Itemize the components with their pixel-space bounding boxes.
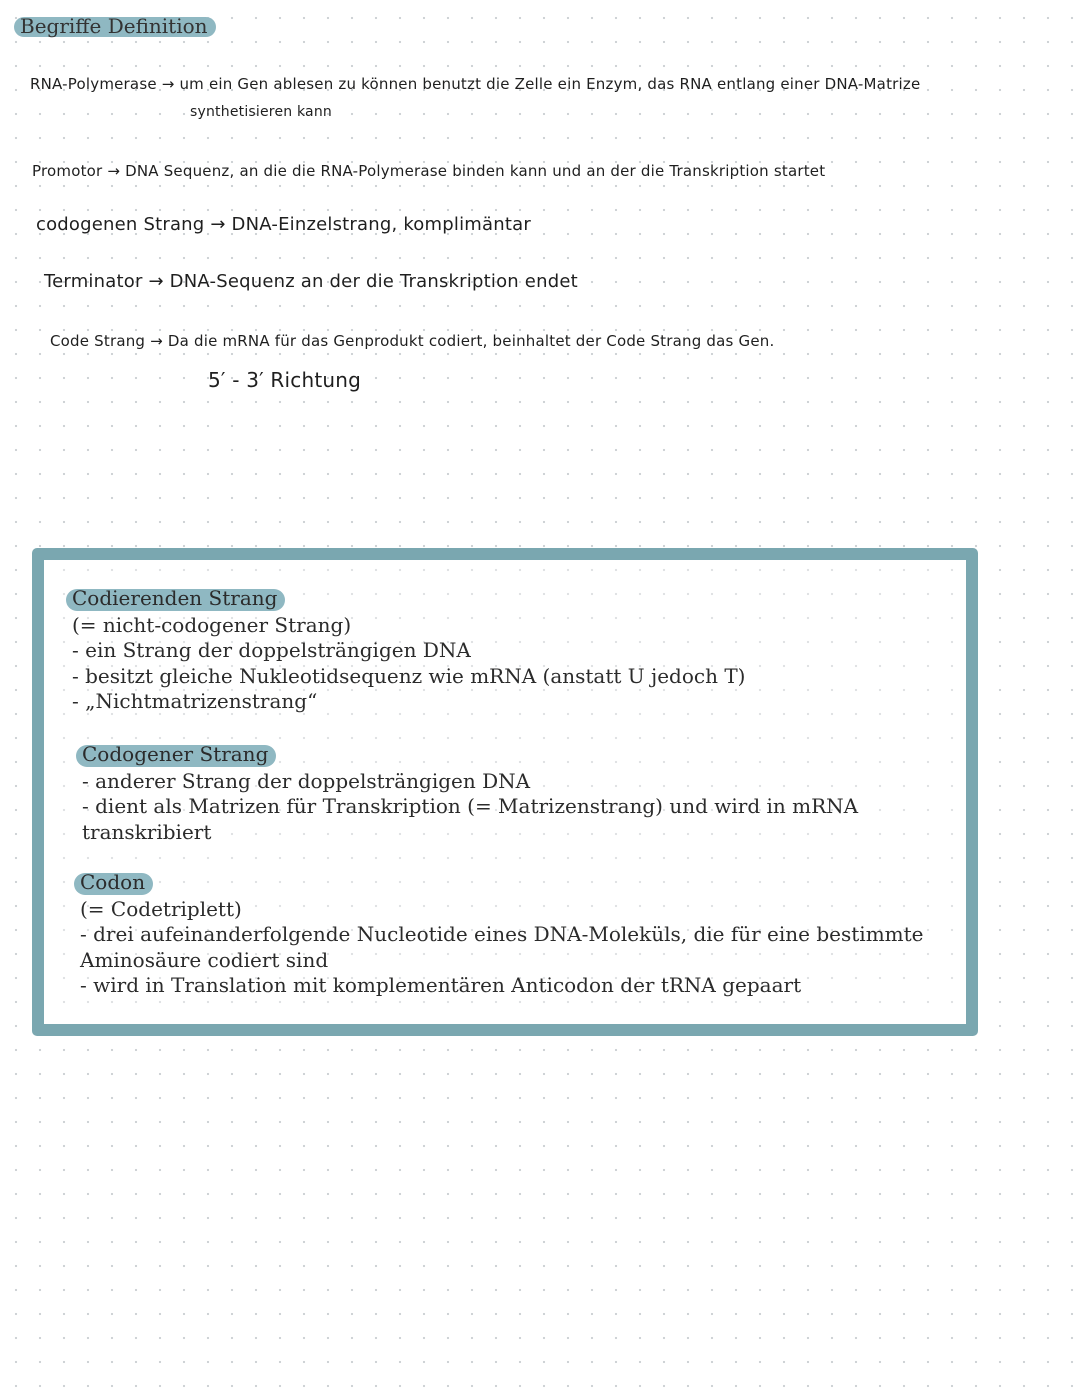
section-heading: Codierenden Strang [72,586,278,610]
section-line: - „Nichtmatrizenstrang“ [72,689,318,713]
section-line: Aminosäure codiert sind [80,947,329,972]
section-line: (= Codetriplett) [80,896,242,921]
note-code-strang: Code Strang → Da die mRNA für das Genprodukt codiert, beinhaltet der Code Strang das Gen. [50,332,775,350]
note-rna-polymerase: RNA-Polymerase → um ein Gen ablesen zu können benutzt die Zelle ein Enzym, das RNA entlang einer DNA-Matrize [30,75,921,93]
note-rna-polymerase-cont: synthetisieren kann [190,104,332,120]
section-line: (= nicht-codogener Strang) [72,612,352,637]
section-codon [80,870,924,999]
note-terminator: Terminator → DNA-Sequenz an der die Transkription endet [44,271,578,292]
section-line: transkribiert [82,819,212,844]
section-line: - drei aufeinanderfolgende Nucleotide eines DNA-Moleküls, die für eine bestimmte [80,922,924,946]
note-promotor: Promotor → DNA Sequenz, an die die RNA-Polymerase binden kann und an der die Transkription startet [32,162,826,180]
note-codogenen-strang: codogenen Strang → DNA-Einzelstrang, komplimäntar [36,214,531,235]
section-line: - dient als Matrizen für Transkription (= Matrizenstrang) und wird in mRNA [82,794,859,818]
section-line: - ein Strang der doppelsträngigen DNA [72,638,471,662]
section-heading: Codon [80,870,146,894]
section-line: - besitzt gleiche Nukleotidsequenz wie mRNA (anstatt U jedoch T) [72,663,746,688]
title-highlight: Begriffe Definition [20,14,208,38]
section-line: - wird in Translation mit komplementären Anticodon der tRNA gepaart [80,973,802,997]
page-title [20,14,208,38]
section-codogener-strang [82,742,858,845]
note-code-strang-direction: 5′ - 3′ Richtung [208,368,362,392]
section-line: - anderer Strang der doppelsträngigen DNA [82,768,531,793]
section-codierender-strang [72,586,745,715]
section-heading: Codogener Strang [82,742,269,766]
